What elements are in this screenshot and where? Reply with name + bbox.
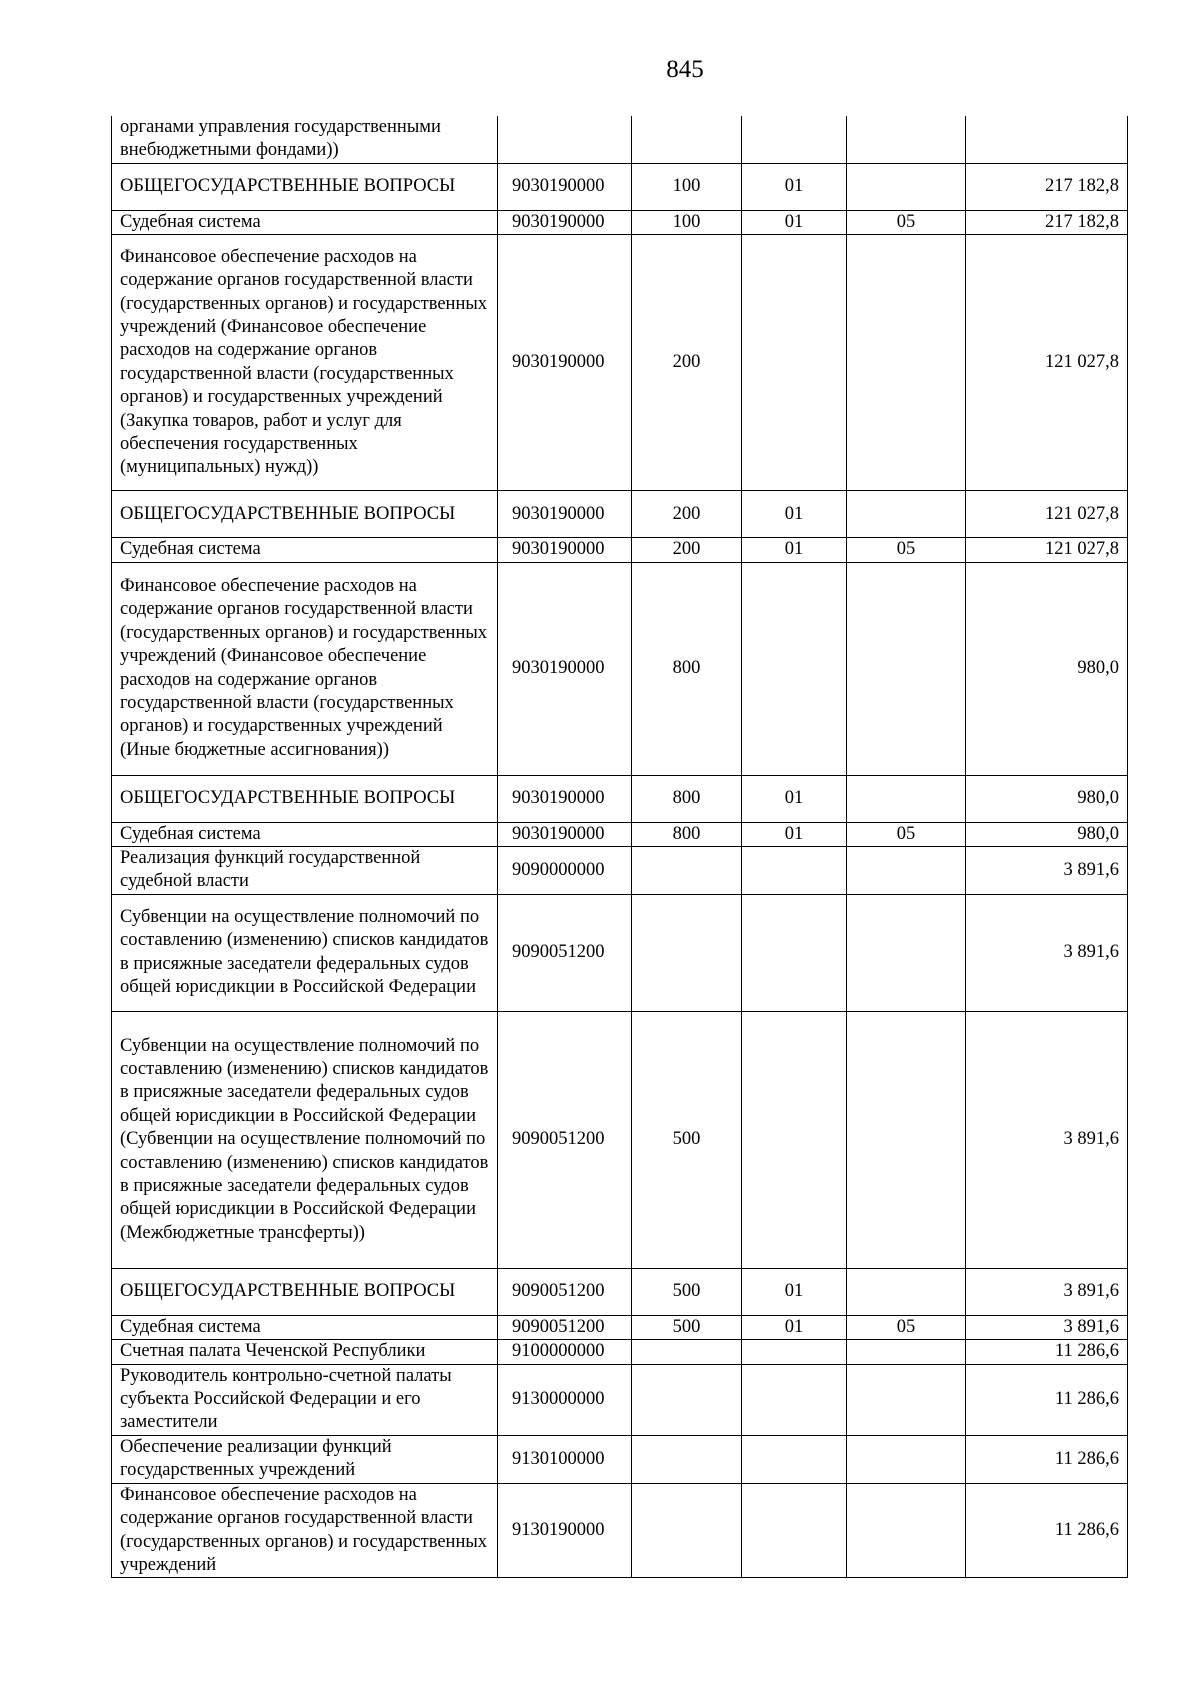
cell-section xyxy=(742,1011,847,1268)
cell-target-article: 9090051200 xyxy=(498,1268,632,1315)
cell-amount: 121 027,8 xyxy=(966,538,1128,562)
cell-name: Финансовое обеспечение расходов на содержание органов государственной власти (государственных органов) и государственных учреждений xyxy=(112,1483,498,1578)
cell-section: 01 xyxy=(742,538,847,562)
cell-amount: 11 286,6 xyxy=(966,1483,1128,1578)
cell-expense-type: 800 xyxy=(632,775,742,822)
cell-target-article: 9090000000 xyxy=(498,847,632,895)
cell-section xyxy=(742,116,847,163)
cell-section: 01 xyxy=(742,775,847,822)
cell-amount: 11 286,6 xyxy=(966,1435,1128,1483)
cell-target-article: 9030190000 xyxy=(498,491,632,538)
table-row xyxy=(112,235,1128,491)
cell-subsection xyxy=(847,847,966,895)
cell-name: ОБЩЕГОСУДАРСТВЕННЫЕ ВОПРОСЫ xyxy=(112,491,498,538)
cell-subsection: 05 xyxy=(847,538,966,562)
cell-name: Финансовое обеспечение расходов на содержание органов государственной власти (государственных органов) и государственных учреждений (Финансовое обеспечение расходов на содержание органов государственной власти (государственных органов) и государственных учреждений (Закупка товаров, работ и услуг для обеспечения государственных (муниципальных) нужд)) xyxy=(112,235,498,491)
cell-amount: 11 286,6 xyxy=(966,1364,1128,1435)
table-row xyxy=(112,210,1128,234)
cell-section xyxy=(742,235,847,491)
cell-amount: 980,0 xyxy=(966,562,1128,775)
table-row xyxy=(112,163,1128,210)
cell-amount: 3 891,6 xyxy=(966,847,1128,895)
cell-target-article: 9030190000 xyxy=(498,538,632,562)
cell-name: Счетная палата Чеченской Республики xyxy=(112,1340,498,1364)
cell-name: Финансовое обеспечение расходов на содержание органов государственной власти (государственных органов) и государственных учреждений (Финансовое обеспечение расходов на содержание органов государственной власти (государственных органов) и государственных учреждений (Иные бюджетные ассигнования)) xyxy=(112,562,498,775)
cell-subsection xyxy=(847,1340,966,1364)
cell-name: органами управления государственными внебюджетными фондами)) xyxy=(112,116,498,163)
cell-subsection xyxy=(847,894,966,1011)
cell-subsection: 05 xyxy=(847,1315,966,1339)
cell-amount: 121 027,8 xyxy=(966,235,1128,491)
cell-subsection xyxy=(847,562,966,775)
cell-section: 01 xyxy=(742,1268,847,1315)
cell-subsection: 05 xyxy=(847,822,966,846)
cell-target-article: 9090051200 xyxy=(498,894,632,1011)
cell-expense-type xyxy=(632,116,742,163)
cell-name: Субвенции на осуществление полномочий по составлению (изменению) списков кандидатов в присяжные заседатели федеральных судов общей юрисдикции в Российской Федерации xyxy=(112,894,498,1011)
cell-expense-type: 800 xyxy=(632,822,742,846)
cell-subsection xyxy=(847,1483,966,1578)
cell-expense-type xyxy=(632,1435,742,1483)
table-row xyxy=(112,1340,1128,1364)
cell-expense-type: 100 xyxy=(632,210,742,234)
table-row xyxy=(112,847,1128,895)
cell-expense-type xyxy=(632,1483,742,1578)
cell-amount: 11 286,6 xyxy=(966,1340,1128,1364)
table-row xyxy=(112,1435,1128,1483)
cell-target-article: 9030190000 xyxy=(498,235,632,491)
table-row xyxy=(112,1268,1128,1315)
cell-expense-type xyxy=(632,894,742,1011)
cell-target-article: 9030190000 xyxy=(498,210,632,234)
cell-expense-type: 200 xyxy=(632,538,742,562)
cell-name: Субвенции на осуществление полномочий по составлению (изменению) списков кандидатов в присяжные заседатели федеральных судов общей юрисдикции в Российской Федерации (Субвенции на осуществление полномочий по составлению (изменению) списков кандидатов в присяжные заседатели федеральных судов общей юрисдикции в Российской Федерации (Межбюджетные трансферты)) xyxy=(112,1011,498,1268)
cell-subsection xyxy=(847,491,966,538)
page-number: 845 xyxy=(666,56,704,83)
table-row xyxy=(112,562,1128,775)
table-row xyxy=(112,775,1128,822)
cell-section: 01 xyxy=(742,210,847,234)
cell-target-article: 9100000000 xyxy=(498,1340,632,1364)
cell-section: 01 xyxy=(742,163,847,210)
budget-table xyxy=(111,116,1128,1578)
table-row xyxy=(112,1364,1128,1435)
table-row xyxy=(112,1483,1128,1578)
cell-subsection xyxy=(847,235,966,491)
table-row xyxy=(112,822,1128,846)
cell-name: Судебная система xyxy=(112,822,498,846)
table-row xyxy=(112,894,1128,1011)
cell-section xyxy=(742,894,847,1011)
cell-name: ОБЩЕГОСУДАРСТВЕННЫЕ ВОПРОСЫ xyxy=(112,163,498,210)
cell-name: Обеспечение реализации функций государственных учреждений xyxy=(112,1435,498,1483)
cell-amount: 121 027,8 xyxy=(966,491,1128,538)
cell-expense-type: 100 xyxy=(632,163,742,210)
cell-section xyxy=(742,1483,847,1578)
cell-amount: 980,0 xyxy=(966,822,1128,846)
cell-amount xyxy=(966,116,1128,163)
cell-subsection xyxy=(847,116,966,163)
table-row xyxy=(112,116,1128,163)
cell-target-article xyxy=(498,116,632,163)
cell-section xyxy=(742,847,847,895)
table-row xyxy=(112,1011,1128,1268)
table-row xyxy=(112,1315,1128,1339)
cell-name: Судебная система xyxy=(112,538,498,562)
cell-section: 01 xyxy=(742,491,847,538)
cell-target-article: 9130190000 xyxy=(498,1483,632,1578)
cell-amount: 980,0 xyxy=(966,775,1128,822)
cell-subsection xyxy=(847,1364,966,1435)
cell-name: Судебная система xyxy=(112,1315,498,1339)
cell-section: 01 xyxy=(742,1315,847,1339)
cell-amount: 217 182,8 xyxy=(966,163,1128,210)
cell-expense-type: 800 xyxy=(632,562,742,775)
cell-subsection xyxy=(847,1268,966,1315)
cell-expense-type: 500 xyxy=(632,1315,742,1339)
cell-section xyxy=(742,1340,847,1364)
cell-name: Судебная система xyxy=(112,210,498,234)
cell-section xyxy=(742,1364,847,1435)
cell-target-article: 9090051200 xyxy=(498,1315,632,1339)
cell-target-article: 9030190000 xyxy=(498,562,632,775)
cell-amount: 3 891,6 xyxy=(966,1011,1128,1268)
cell-expense-type: 200 xyxy=(632,235,742,491)
cell-target-article: 9130000000 xyxy=(498,1364,632,1435)
cell-target-article: 9030190000 xyxy=(498,822,632,846)
cell-subsection xyxy=(847,775,966,822)
cell-amount: 3 891,6 xyxy=(966,1268,1128,1315)
cell-amount: 3 891,6 xyxy=(966,894,1128,1011)
cell-amount: 3 891,6 xyxy=(966,1315,1128,1339)
cell-subsection xyxy=(847,163,966,210)
cell-subsection: 05 xyxy=(847,210,966,234)
cell-name: Реализация функций государственной судебной власти xyxy=(112,847,498,895)
cell-section xyxy=(742,562,847,775)
cell-expense-type xyxy=(632,1340,742,1364)
cell-section: 01 xyxy=(742,822,847,846)
cell-expense-type: 200 xyxy=(632,491,742,538)
table-row xyxy=(112,538,1128,562)
cell-name: ОБЩЕГОСУДАРСТВЕННЫЕ ВОПРОСЫ xyxy=(112,775,498,822)
table-row xyxy=(112,491,1128,538)
cell-expense-type: 500 xyxy=(632,1268,742,1315)
cell-target-article: 9030190000 xyxy=(498,163,632,210)
budget-table-body xyxy=(112,116,1128,1578)
cell-amount: 217 182,8 xyxy=(966,210,1128,234)
cell-expense-type xyxy=(632,1364,742,1435)
cell-expense-type xyxy=(632,847,742,895)
cell-section xyxy=(742,1435,847,1483)
cell-name: Руководитель контрольно-счетной палаты субъекта Российской Федерации и его заместители xyxy=(112,1364,498,1435)
cell-target-article: 9130100000 xyxy=(498,1435,632,1483)
cell-subsection xyxy=(847,1435,966,1483)
cell-name: ОБЩЕГОСУДАРСТВЕННЫЕ ВОПРОСЫ xyxy=(112,1268,498,1315)
cell-target-article: 9030190000 xyxy=(498,775,632,822)
cell-expense-type: 500 xyxy=(632,1011,742,1268)
cell-target-article: 9090051200 xyxy=(498,1011,632,1268)
cell-subsection xyxy=(847,1011,966,1268)
